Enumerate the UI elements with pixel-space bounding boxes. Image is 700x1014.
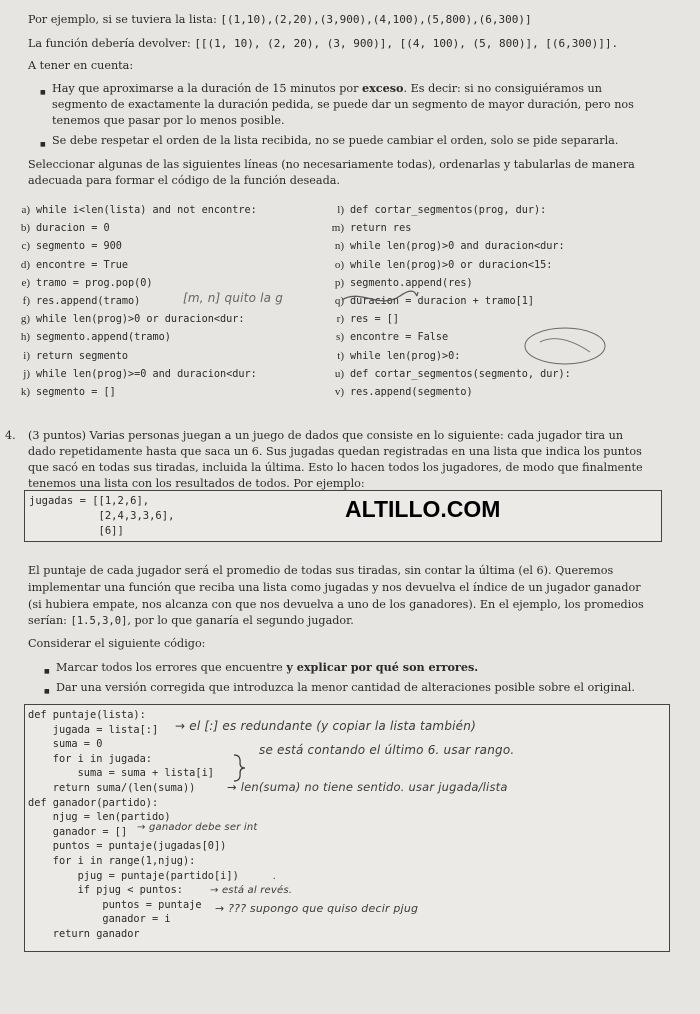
bullet1-text-b: . Es decir: si no consiguiéramos un — [403, 82, 602, 95]
option-code: return res — [350, 223, 412, 235]
handwritten-note-7: → ??? supongo que quiso decir pjug — [215, 902, 419, 915]
option-label: f) — [22, 295, 30, 307]
option-item — [12, 386, 116, 398]
option-label: o) — [334, 258, 344, 271]
scribble-q — [340, 286, 420, 314]
option-item — [12, 259, 128, 271]
option-label: n) — [334, 240, 344, 253]
option-label: s) — [336, 331, 344, 344]
option-item — [12, 313, 245, 325]
code-line: njug = len(partido) — [28, 811, 171, 824]
option-code: while len(prog)>0 and duracion<dur: — [350, 241, 565, 253]
bullet1-line3: tenemos que pasar por lo menos posible. — [52, 114, 285, 127]
code-line: puntos = puntaje — [28, 898, 202, 911]
code-line: ganador = [] — [28, 825, 128, 838]
code-line3: [6]] — [29, 525, 124, 537]
option-label: b) — [20, 222, 30, 235]
problem4-line4: tenemos una lista con los resultados de todos. Por ejemplo: — [28, 477, 365, 490]
option-label: m) — [331, 222, 344, 235]
return-value: [[(1, 10), (2, 20), (3, 900)], [(4, 100), (5, 800)], [(6,300)]]. — [194, 37, 619, 50]
option-item — [12, 350, 128, 362]
option-code: segmento = 900 — [36, 241, 122, 253]
code-line1: jugadas = [[1,2,6], — [29, 495, 150, 507]
option-item — [326, 331, 448, 343]
option-code: res.append(segmento) — [350, 387, 473, 398]
code-line: return suma/(len(suma)) — [28, 782, 196, 794]
task-1 — [56, 659, 478, 676]
example-prefix: Por ejemplo, si se tuviera la lista: — [28, 13, 217, 26]
code-block-box — [24, 704, 670, 952]
consider-text: Considerar el siguiente código: — [28, 637, 206, 650]
code-line: def puntaje(lista): — [28, 709, 146, 721]
option-label: r) — [336, 313, 344, 326]
task1-text: Marcar todos los errores que encuentre — [56, 661, 283, 674]
handwritten-note-4: → ganador debe ser int — [137, 822, 258, 833]
option-item — [12, 295, 140, 307]
option-label: d) — [20, 258, 30, 271]
option-code: res = [] — [350, 314, 400, 326]
problem4-line3: que sacó en todas sus tiradas, incluida la última. Esto lo hacen todos los jugadores, de modo que finalmente — [28, 461, 643, 474]
option-label: i) — [23, 349, 30, 362]
option-code: segmento = [] — [36, 387, 116, 398]
option-item — [12, 277, 153, 289]
option-code: return segmento — [36, 350, 129, 362]
option-code: duracion = duracion + tramo[1] — [350, 296, 535, 307]
option-code: res.append(tramo) — [36, 296, 141, 307]
bullet1-text-a: Hay que aproximarse a la duración de 15 minutos por — [52, 82, 359, 95]
option-item — [12, 222, 110, 234]
option-label: c) — [21, 240, 30, 253]
option-code: while len(prog)>0: — [350, 350, 461, 362]
task-2: ■ Dar una versión corregida que introduzca la menor cantidad de alteraciones posible sobre el original. — [56, 679, 635, 696]
option-label: t) — [337, 349, 344, 362]
option-label: g) — [20, 313, 30, 326]
task1-bold: y explicar por qué son errores. — [286, 660, 479, 674]
instruction-line1: Seleccionar algunas de las siguientes líneas (no necesariamente todas), ordenarlas y tabularlas de manera — [28, 158, 635, 171]
option-label: u) — [334, 367, 344, 380]
code-line: for i in jugada: — [28, 752, 152, 765]
example-line — [28, 11, 532, 28]
option-code: def cortar_segmentos(prog, dur): — [350, 205, 547, 216]
example-list: [(1,10),(2,20),(3,900),(4,100),(5,800),(6,300)] — [220, 13, 532, 26]
option-label: j) — [23, 367, 30, 380]
p2-line2: implementar una función que reciba una lista como jugadas y nos devuelva el índice de un jugador ganador — [28, 581, 641, 594]
option-code: while len(prog)>0 or duracion<dur: — [36, 314, 245, 326]
bullet1-bold: exceso — [362, 81, 404, 95]
option-item — [326, 259, 552, 271]
code-line2: [2,4,3,3,6], — [29, 510, 175, 522]
option-label: p) — [334, 276, 344, 289]
code-line: jugada = lista[:] — [28, 723, 159, 736]
code-line: puntos = puntaje(jugadas[0]) — [28, 840, 227, 853]
option-item — [326, 350, 460, 362]
option-label: q) — [334, 295, 344, 307]
handwritten-note-2: se está contando el último 6. usar rango. — [259, 743, 515, 757]
option-label: a) — [21, 204, 30, 216]
code-line: return ganador — [28, 928, 140, 940]
watermark: ALTILLO.COM — [345, 496, 501, 522]
p2-prefix: serían: — [28, 614, 67, 627]
code-line: for i in range(1,njug): — [28, 855, 196, 867]
option-item — [12, 331, 171, 343]
problem-number: 4. — [5, 429, 16, 442]
option-label: k) — [20, 386, 30, 398]
bullet-1 — [52, 80, 602, 97]
option-code: while i<len(lista) and not encontre: — [36, 205, 257, 216]
return-line — [28, 35, 618, 52]
code-line: ganador = i — [28, 913, 171, 926]
example-code-box — [24, 490, 662, 542]
option-label: v) — [334, 386, 344, 398]
problem4-line1: (3 puntos) Varias personas juegan a un juego de dados que consiste en lo siguiente: cada jugador tira un — [28, 429, 624, 442]
option-item — [12, 204, 257, 216]
p2-values: [1.5,3,0] — [70, 615, 128, 627]
option-code: while len(prog)>=0 and duracion<dur: — [36, 368, 257, 380]
option-code: while len(prog)>0 or duracion<15: — [350, 259, 553, 271]
code-line: suma = 0 — [28, 738, 103, 751]
note-heading: A tener en cuenta: — [28, 59, 134, 72]
handwritten-note-3: → len(suma) no tiene sentido. usar jugada/lista — [227, 780, 508, 794]
code-line: pjug = puntaje(partido[i]) — [28, 869, 239, 882]
problem4-line2: dado repetidamente hasta que saca un 6. Sus jugadas quedan registradas en una lista que indica los puntos — [28, 445, 642, 458]
option-label: l) — [337, 204, 344, 216]
handwritten-note-1: → el [:] es redundante (y copiar la lista también) — [175, 719, 476, 733]
option-code: segmento.append(res) — [350, 277, 473, 289]
p2-line4 — [28, 612, 354, 630]
bullet1-line2: segmento de exactamente la duración pedida, se puede dar un segmento de mayor duración, pero nos — [52, 98, 634, 111]
instruction-line2: adecuada para formar el código de la función deseada. — [28, 174, 340, 187]
option-label: h) — [20, 331, 30, 344]
p2-line1: El puntaje de cada jugador será el promedio de todas sus tiradas, sin contar la última (el 6). Queremos — [28, 564, 614, 577]
code-line: def ganador(partido): — [28, 796, 159, 809]
option-code: encontre = True — [36, 259, 129, 271]
option-code: encontre = False — [350, 332, 449, 344]
option-code: tramo = prog.pop(0) — [36, 277, 153, 289]
handwritten-note-5: . — [273, 871, 277, 882]
option-item — [326, 313, 399, 325]
option-code: segmento.append(tramo) — [36, 332, 171, 344]
option-label: e) — [21, 276, 30, 289]
p2-suffix: , por lo que ganaría el segundo jugador. — [127, 614, 354, 627]
scribble-doodle — [520, 322, 610, 372]
option-item — [12, 240, 122, 252]
option-item — [326, 386, 473, 398]
code-line: suma = suma + lista[i] — [28, 767, 214, 780]
bullet-2: ■ Se debe respetar el orden de la lista recibida, no se puede cambiar el orden, solo se pide separarla. — [52, 132, 618, 149]
option-item — [326, 240, 565, 252]
option-item — [12, 368, 257, 380]
option-item — [326, 204, 546, 216]
return-prefix: La función debería devolver: — [28, 37, 191, 50]
brace-annotation — [231, 753, 247, 783]
option-code: duracion = 0 — [36, 223, 110, 235]
p2-line3: (si hubiera empate, nos alcanza con que nos devuelva a uno de los ganadores). En el ejemplo, los promedios — [28, 598, 644, 611]
handwritten-note-f: [m, n] quito la g — [183, 291, 284, 305]
code-line: if pjug < puntos: — [28, 884, 183, 897]
option-code: def cortar_segmentos(segmento, dur): — [350, 368, 571, 380]
handwritten-note-6: → está al revés. — [210, 885, 293, 896]
option-item — [326, 222, 411, 234]
